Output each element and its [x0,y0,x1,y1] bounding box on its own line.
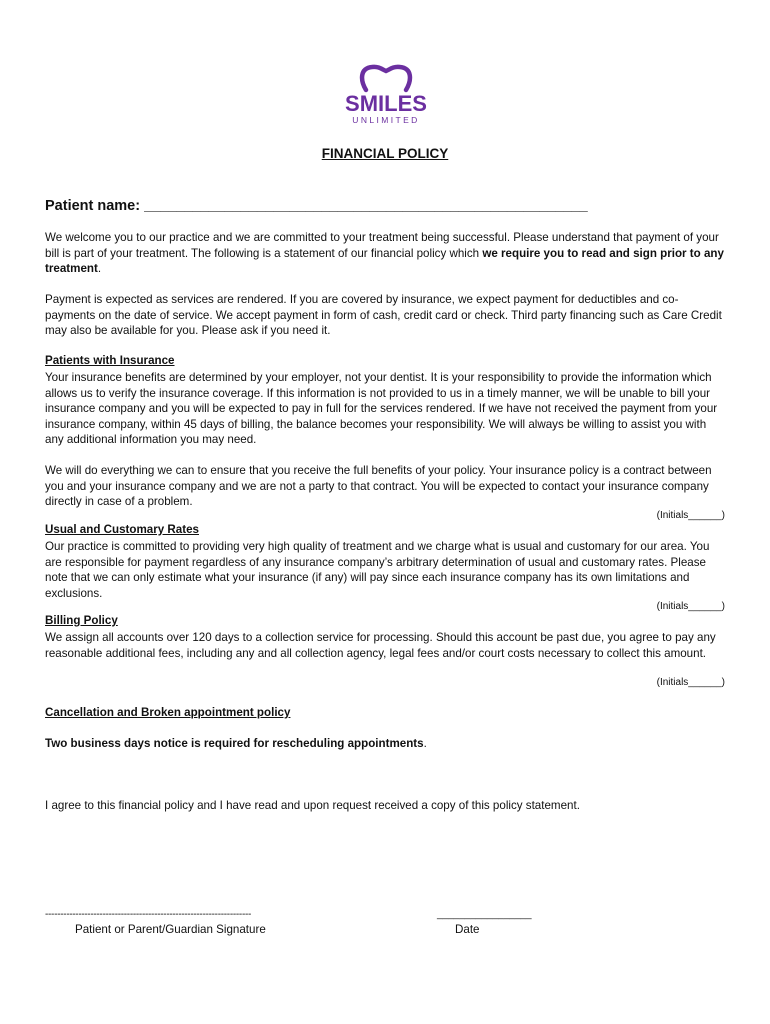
logo-brand-text: SMILES [345,91,427,116]
tooth-logo-icon [336,62,436,128]
insurance-initials-field[interactable]: (Initials______) [656,510,725,521]
billing-initials-field[interactable]: (Initials______) [656,677,725,688]
patient-name-field[interactable] [45,198,588,214]
billing-heading: Billing Policy [45,614,118,627]
insurance-heading: Patients with Insurance [45,354,175,367]
date-line[interactable]: _________________ [437,909,532,920]
cancellation-heading: Cancellation and Broken appointment policy [45,706,291,719]
signature-line[interactable]: -------------------------------------------------------------------- [45,909,252,920]
date-label: Date [455,923,480,936]
insurance-paragraph-1: Your insurance benefits are determined by your employer, not your dentist. It is your responsibility to provide the information which allows us to verify the insurance coverage. If this information is not provided to us in a timely manner, we will be unable to bill your insurance company and you will be expected to pay in full for the services rendered. If we have not received the payment from your insurance company, within 45 days of billing, the balance becomes your responsibility. We will always be willing to assist you with any additional information you may need. [45,371,718,447]
page-title-text: FINANCIAL POLICY [321,146,449,161]
intro-bold-text: we require you to read and sign prior to any treatment [45,246,724,276]
cancellation-notice [45,737,427,750]
logo-sub-text: UNLIMITED [352,115,420,125]
cancellation-notice-end: . [423,737,427,750]
signature-label: Patient or Parent/Guardian Signature [75,923,266,936]
patient-name-label: Patient name: [45,198,141,214]
usual-rates-initials-field[interactable]: (Initials______) [656,601,725,612]
payment-paragraph: Payment is expected as services are rendered. If you are covered by insurance, we expect payment for deductibles and co-payments on the date of service. We accept payment in form of cash, credit card or check. Third party financing such as Care Credit may also be available for you. Please ask if you need it. [45,293,722,338]
billing-paragraph: We assign all accounts over 120 days to a collection service for processing. Should this account be past due, you agree to pay any reasonable additional fees, including any and all collection agency, legal fees and/or court costs necessary to collect this amount. [45,631,716,660]
intro-end: . [97,262,102,276]
cancellation-notice-bold: Two business days notice is required for rescheduling appointments [45,737,424,750]
agreement-statement: I agree to this financial policy and I have read and upon request received a copy of this policy statement. [45,799,580,812]
intro-paragraph [45,230,725,277]
insurance-paragraph-2: We will do everything we can to ensure that you receive the full benefits of your policy. Your insurance policy is a contract between you and your insurance company and we are not a party to that contract. You will be expected to contact your insurance company directly in case of a problem. [45,464,712,509]
usual-rates-heading: Usual and Customary Rates [45,523,199,536]
intro-text: We welcome you to our practice and we are committed to your treatment being successful. Please understand that payment of your bill is part of your treatment. The following is a statement of our financial policy which [45,231,719,260]
usual-rates-paragraph: Our practice is committed to providing very high quality of treatment and we charge what is usual and customary for our area. You are responsible for payment regardless of any insurance company’s arbitrary determination of usual and customary rates. Please note that we can only estimate what your insurance (if any) will pay since each insurance company has its own limitations and exclusions. [45,540,710,600]
patient-name-blank[interactable]: _______________________________________________________ [144,198,588,214]
smiles-unlimited-logo [336,62,436,128]
page-title [0,146,770,161]
